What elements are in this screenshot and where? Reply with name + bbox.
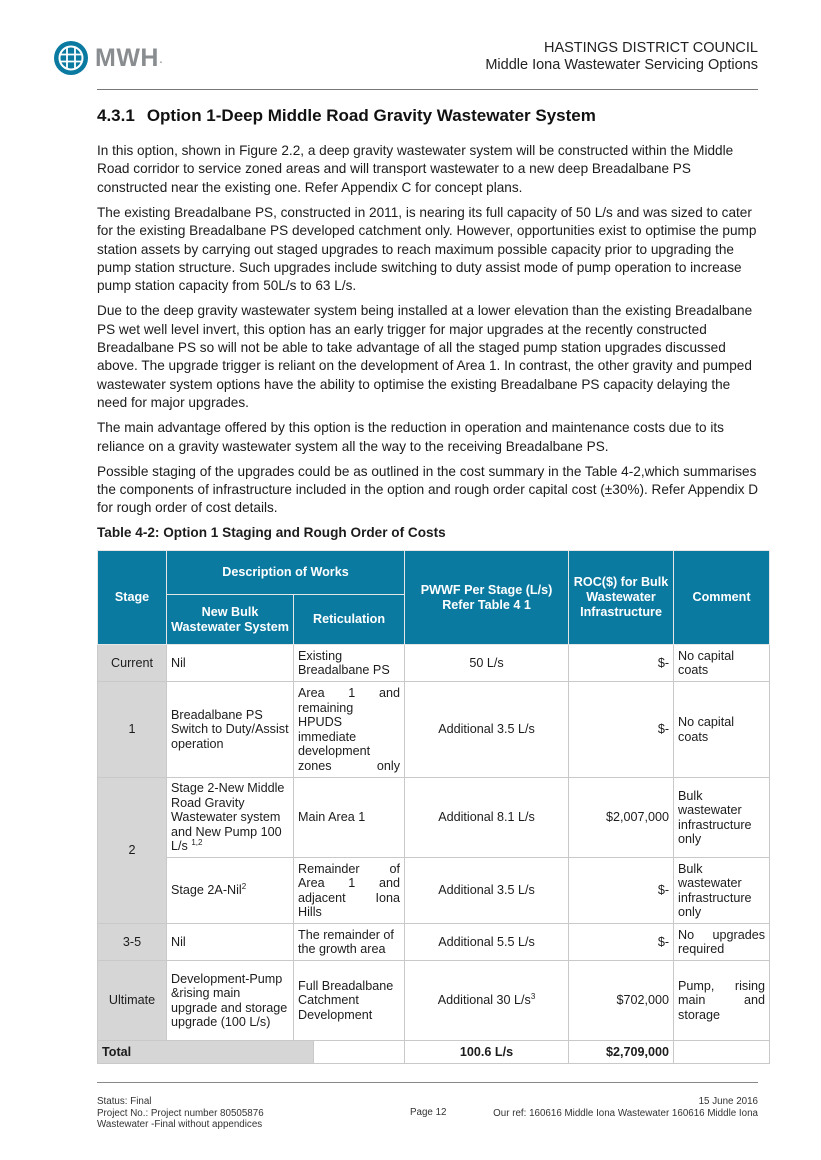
staging-cost-table: [97, 550, 770, 1064]
footer-ref: Our ref: 160616 Middle Iona Wastewater 160616 Middle Iona: [493, 1107, 758, 1119]
body-text: [97, 142, 762, 543]
cell-stage: 1: [98, 682, 167, 778]
table-row: [98, 924, 770, 961]
footer-divider: [97, 1082, 758, 1083]
cell-roc: $-: [569, 924, 674, 961]
reticulation-text: Area 1 and remaining HPUDS immediate development zones only: [298, 686, 401, 773]
cell-total-empty: [314, 1041, 405, 1064]
header-roc: ROC($) for Bulk Wastewater Infrastructure: [569, 551, 674, 645]
header-info: [485, 40, 758, 74]
header-divider: [97, 89, 758, 90]
footer-project-no: Project No.: Project number 80505876: [97, 1107, 264, 1119]
paragraph: In this option, shown in Figure 2.2, a deep gravity wastewater system will be constructed within the Middle Road corridor to service zoned areas and will transport wastewater to a new deep Breadalbane PS constructed near the existing one. Refer Appendix C for concept plans.: [97, 143, 734, 195]
footer-page-number: Page 12: [410, 1107, 447, 1118]
cell-comment: Bulk wastewater infrastructure only: [674, 858, 770, 924]
table-row: [98, 682, 770, 778]
cell-roc: $-: [569, 858, 674, 924]
cell-roc: $702,000: [569, 961, 674, 1041]
logo-text: MWH: [95, 43, 159, 72]
cell-reticulation: [294, 682, 405, 778]
table-row: [98, 645, 770, 682]
paragraph: Due to the deep gravity wastewater system being installed at a lower elevation than the existing Breadalbane PS wet well level invert, this option has an early trigger for major upgrades at the recently constructed Breadalbane PS so will not be able to take advantage of all the staged pump station upgrades discussed above. The upgrade trigger is reliant on the development of Area 1. In contrast, the other gravity and pumped wastewater system options have the ability to optimise the existing Breadalbane PS capacity delaying the need for major upgrades.: [97, 303, 753, 411]
header-comment: Comment: [674, 551, 770, 645]
cell-new-bulk: [167, 858, 294, 924]
footer-date: 15 June 2016: [698, 1096, 758, 1107]
cell-reticulation: The remainder of the growth area: [294, 924, 405, 961]
cell-pwwf: [405, 961, 569, 1041]
section-number: 4.3.1: [97, 106, 135, 125]
cell-reticulation: Existing Breadalbane PS: [294, 645, 405, 682]
cell-new-bulk: Nil: [167, 924, 294, 961]
cell-pwwf: Additional 3.5 L/s: [405, 682, 569, 778]
cell-reticulation: [294, 858, 405, 924]
cell-total-pwwf: 100.6 L/s: [405, 1041, 569, 1064]
cell-pwwf: Additional 8.1 L/s: [405, 778, 569, 858]
cell-stage: Current: [98, 645, 167, 682]
header-stage: Stage: [98, 551, 167, 645]
paragraph: Possible staging of the upgrades could be as outlined in the cost summary in the Table 4-2,which summarises the components of infrastructure included in the option and rough order capital cost (±30%). Refer Appendix D for rough order of cost details.: [97, 463, 759, 516]
client-name: HASTINGS DISTRICT COUNCIL: [543, 40, 758, 56]
cell-new-bulk: [167, 778, 294, 858]
footnote-ref: 3: [530, 992, 536, 1002]
cell-pwwf: 50 L/s: [405, 645, 569, 682]
cell-stage: Ultimate: [98, 961, 167, 1041]
footer-right: [493, 1096, 758, 1119]
header-description-of-works: Description of Works: [167, 551, 405, 595]
reticulation-text: Remainder of Area 1 and adjacent Iona Hills: [298, 861, 401, 919]
footnote-ref: 1,2: [191, 838, 203, 848]
cell-comment: Bulk wastewater infrastructure only: [674, 778, 770, 858]
footer-doc-name: Wastewater -Final without appendices: [97, 1119, 263, 1130]
cell-pwwf: Additional 3.5 L/s: [405, 858, 569, 924]
cell-reticulation: Main Area 1: [294, 778, 405, 858]
cell-roc: $2,007,000: [569, 778, 674, 858]
globe-icon: [53, 40, 89, 76]
table-row: [98, 778, 770, 858]
footnote-ref: 2: [241, 882, 247, 892]
cell-stage: 2: [98, 778, 167, 924]
header-new-bulk: New Bulk Wastewater System: [167, 595, 294, 645]
cell-new-bulk: Breadalbane PS Switch to Duty/Assist operation: [167, 682, 294, 778]
new-bulk-text: Stage 2A-Nil: [171, 883, 242, 898]
cell-total-comment: [674, 1041, 770, 1064]
header-pwwf: PWWF Per Stage (L/s) Refer Table 4 1: [405, 551, 569, 645]
cell-comment: No capital coats: [674, 682, 770, 778]
table-row: [98, 858, 770, 924]
cell-total-roc: $2,709,000: [569, 1041, 674, 1064]
mwh-logo: [53, 40, 163, 76]
project-title: Middle Iona Wastewater Servicing Options: [485, 57, 758, 73]
cell-comment: No capital coats: [674, 645, 770, 682]
cell-roc: $-: [569, 682, 674, 778]
cell-roc: $-: [569, 645, 674, 682]
cell-comment: No upgrades required: [674, 924, 770, 961]
footer-left: [97, 1096, 264, 1131]
footer-status: Status: Final: [97, 1096, 152, 1107]
cell-new-bulk: Development-Pump &rising main upgrade and storage upgrade (100 L/s): [167, 961, 294, 1041]
cell-total-label: Total: [98, 1041, 314, 1064]
cell-new-bulk: Nil: [167, 645, 294, 682]
paragraph: The existing Breadalbane PS, constructed in 2011, is nearing its full capacity of 50 L/s and was sized to cater for the existing Breadalbane PS developed catchment only. However, opportunities exist to optimise the pump station assets by carrying out staged upgrades to reach maximum possible capacity prior to upgrading the pump station structure. Such upgrades include switching to duty assist mode of pump operation to increase pump station capacity from 50L/s to 63 L/s.: [97, 204, 757, 294]
logo-dot: .: [158, 50, 163, 66]
table-caption: Table 4-2: Option 1 Staging and Rough Order of Costs: [97, 525, 446, 541]
section-title: Option 1-Deep Middle Road Gravity Wastewater System: [146, 106, 596, 125]
cell-reticulation: Full Breadalbane Catchment Development: [294, 961, 405, 1041]
paragraph: The main advantage offered by this option is the reduction in operation and maintenance costs due to its reliance on a gravity wastewater system all the way to the receiving Breadalbane PS.: [97, 420, 724, 454]
table-total-row: [98, 1041, 770, 1064]
cell-comment: Pump, rising main and storage: [674, 961, 770, 1041]
cell-pwwf: Additional 5.5 L/s: [405, 924, 569, 961]
header-reticulation: Reticulation: [294, 595, 405, 645]
table-row: [98, 961, 770, 1041]
section-heading: [97, 106, 596, 126]
pwwf-text: Additional 30 L/s: [437, 993, 531, 1008]
new-bulk-text: Stage 2-New Middle Road Gravity Wastewater system and New Pump 100 L/s: [171, 781, 285, 854]
cell-stage: 3-5: [98, 924, 167, 961]
